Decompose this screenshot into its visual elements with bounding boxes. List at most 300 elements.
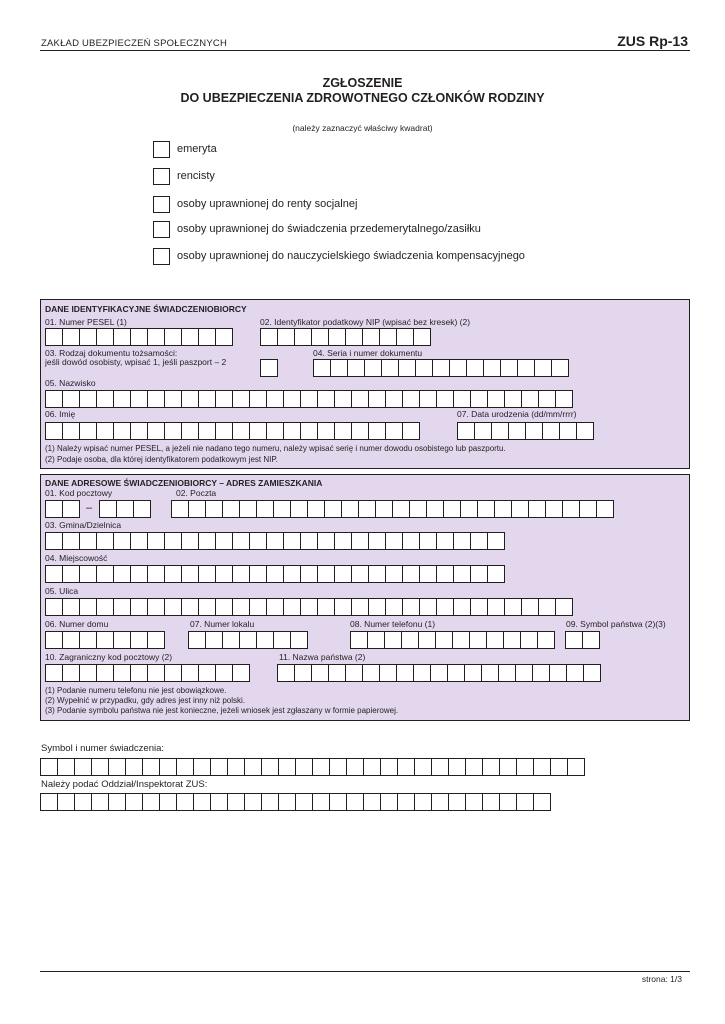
surname-field-cell[interactable] (504, 390, 522, 408)
street-field[interactable] (45, 598, 573, 616)
zus-branch-field-cell[interactable] (380, 793, 398, 811)
locality-field-cell[interactable] (62, 565, 80, 583)
post-office-field-cell[interactable] (460, 500, 478, 518)
street-field-cell[interactable] (62, 598, 80, 616)
foreign-postal-code-field-cell[interactable] (96, 664, 114, 682)
surname-field-cell[interactable] (334, 390, 352, 408)
foreign-postal-code-field[interactable] (45, 664, 250, 682)
pesel-field-cell[interactable] (198, 328, 216, 346)
benefit-symbol-field-cell[interactable] (516, 758, 534, 776)
zus-branch-field-cell[interactable] (278, 793, 296, 811)
surname-field-cell[interactable] (266, 390, 284, 408)
foreign-postal-code-field-cell[interactable] (215, 664, 233, 682)
country-name-field-cell[interactable] (566, 664, 584, 682)
locality-field-cell[interactable] (436, 565, 454, 583)
country-symbol-field-cell[interactable] (582, 631, 600, 649)
postal-code-part2-field-cell[interactable] (133, 500, 151, 518)
country-name-field-cell[interactable] (481, 664, 499, 682)
surname-field-cell[interactable] (79, 390, 97, 408)
doc-number-field-cell[interactable] (432, 359, 450, 377)
house-number-field-cell[interactable] (96, 631, 114, 649)
street-field-cell[interactable] (453, 598, 471, 616)
nip-field-cell[interactable] (396, 328, 414, 346)
phone-field-cell[interactable] (418, 631, 436, 649)
locality-field-cell[interactable] (215, 565, 233, 583)
municipality-field-cell[interactable] (317, 532, 335, 550)
locality-field-cell[interactable] (368, 565, 386, 583)
benefit-symbol-field-cell[interactable] (499, 758, 517, 776)
benefit-symbol-field-cell[interactable] (57, 758, 75, 776)
surname-field-cell[interactable] (113, 390, 131, 408)
country-name-field-cell[interactable] (328, 664, 346, 682)
benefit-symbol-field-cell[interactable] (567, 758, 585, 776)
street-field-cell[interactable] (181, 598, 199, 616)
municipality-field-cell[interactable] (453, 532, 471, 550)
house-number-field[interactable] (45, 631, 165, 649)
nip-field-cell[interactable] (260, 328, 278, 346)
benefit-symbol-field-cell[interactable] (261, 758, 279, 776)
benefit-symbol-field-cell[interactable] (176, 758, 194, 776)
surname-field-cell[interactable] (283, 390, 301, 408)
surname-field-cell[interactable] (385, 390, 403, 408)
post-office-field-cell[interactable] (358, 500, 376, 518)
locality-field-cell[interactable] (130, 565, 148, 583)
zus-branch-field-cell[interactable] (57, 793, 75, 811)
first-name-field-cell[interactable] (130, 422, 148, 440)
benefit-symbol-field-cell[interactable] (74, 758, 92, 776)
municipality-field-cell[interactable] (96, 532, 114, 550)
locality-field-cell[interactable] (79, 565, 97, 583)
surname-field-cell[interactable] (521, 390, 539, 408)
benefit-symbol-field-cell[interactable] (533, 758, 551, 776)
phone-field-cell[interactable] (537, 631, 555, 649)
postal-code-part2-field[interactable] (99, 500, 151, 518)
nip-field-cell[interactable] (294, 328, 312, 346)
country-symbol-field-cell[interactable] (565, 631, 583, 649)
benefit-symbol-field-cell[interactable] (448, 758, 466, 776)
zus-branch-field-cell[interactable] (125, 793, 143, 811)
post-office-field-cell[interactable] (290, 500, 308, 518)
doc-number-field-cell[interactable] (347, 359, 365, 377)
first-name-field-cell[interactable] (300, 422, 318, 440)
street-field-cell[interactable] (436, 598, 454, 616)
flat-number-field-cell[interactable] (239, 631, 257, 649)
locality-field-cell[interactable] (45, 565, 63, 583)
checkbox-swiadczenie-kompensacyjne[interactable] (153, 248, 170, 265)
surname-field-cell[interactable] (351, 390, 369, 408)
first-name-field-cell[interactable] (181, 422, 199, 440)
phone-field-cell[interactable] (367, 631, 385, 649)
post-office-field-cell[interactable] (171, 500, 189, 518)
phone-field-cell[interactable] (401, 631, 419, 649)
first-name-field-cell[interactable] (215, 422, 233, 440)
country-name-field-cell[interactable] (413, 664, 431, 682)
benefit-symbol-field-cell[interactable] (295, 758, 313, 776)
birth-date-field-cell[interactable] (474, 422, 492, 440)
municipality-field-cell[interactable] (470, 532, 488, 550)
benefit-symbol-field-cell[interactable] (125, 758, 143, 776)
street-field-cell[interactable] (317, 598, 335, 616)
doc-number-field-cell[interactable] (330, 359, 348, 377)
municipality-field[interactable] (45, 532, 505, 550)
nip-field-cell[interactable] (362, 328, 380, 346)
foreign-postal-code-field-cell[interactable] (198, 664, 216, 682)
municipality-field-cell[interactable] (215, 532, 233, 550)
benefit-symbol-field-cell[interactable] (108, 758, 126, 776)
checkbox-renta-socjalna[interactable] (153, 196, 170, 213)
surname-field-cell[interactable] (232, 390, 250, 408)
zus-branch-field-cell[interactable] (516, 793, 534, 811)
street-field-cell[interactable] (130, 598, 148, 616)
pesel-field-cell[interactable] (130, 328, 148, 346)
street-field-cell[interactable] (419, 598, 437, 616)
postal-code-part1-field[interactable] (45, 500, 80, 518)
doc-number-field-cell[interactable] (313, 359, 331, 377)
doc-number-field-cell[interactable] (517, 359, 535, 377)
post-office-field-cell[interactable] (307, 500, 325, 518)
post-office-field-cell[interactable] (477, 500, 495, 518)
benefit-symbol-field-cell[interactable] (91, 758, 109, 776)
municipality-field-cell[interactable] (487, 532, 505, 550)
locality-field-cell[interactable] (266, 565, 284, 583)
house-number-field-cell[interactable] (79, 631, 97, 649)
post-office-field[interactable] (171, 500, 614, 518)
first-name-field[interactable] (45, 422, 420, 440)
municipality-field-cell[interactable] (266, 532, 284, 550)
surname-field-cell[interactable] (402, 390, 420, 408)
locality-field-cell[interactable] (232, 565, 250, 583)
first-name-field-cell[interactable] (283, 422, 301, 440)
nip-field-cell[interactable] (277, 328, 295, 346)
street-field-cell[interactable] (283, 598, 301, 616)
zus-branch-field-cell[interactable] (499, 793, 517, 811)
surname-field-cell[interactable] (555, 390, 573, 408)
post-office-field-cell[interactable] (375, 500, 393, 518)
surname-field-cell[interactable] (62, 390, 80, 408)
benefit-symbol-field-cell[interactable] (550, 758, 568, 776)
locality-field-cell[interactable] (198, 565, 216, 583)
country-name-field[interactable] (277, 664, 601, 682)
post-office-field-cell[interactable] (579, 500, 597, 518)
municipality-field-cell[interactable] (368, 532, 386, 550)
zus-branch-field-cell[interactable] (448, 793, 466, 811)
zus-branch-field-cell[interactable] (414, 793, 432, 811)
street-field-cell[interactable] (232, 598, 250, 616)
surname-field-cell[interactable] (317, 390, 335, 408)
flat-number-field-cell[interactable] (256, 631, 274, 649)
birth-date-field[interactable] (457, 422, 594, 440)
zus-branch-field-cell[interactable] (176, 793, 194, 811)
foreign-postal-code-field-cell[interactable] (62, 664, 80, 682)
house-number-field-cell[interactable] (62, 631, 80, 649)
pesel-field-cell[interactable] (79, 328, 97, 346)
country-name-field-cell[interactable] (362, 664, 380, 682)
pesel-field-cell[interactable] (215, 328, 233, 346)
first-name-field-cell[interactable] (385, 422, 403, 440)
municipality-field-cell[interactable] (79, 532, 97, 550)
nip-field[interactable] (260, 328, 431, 346)
street-field-cell[interactable] (198, 598, 216, 616)
locality-field-cell[interactable] (249, 565, 267, 583)
municipality-field-cell[interactable] (181, 532, 199, 550)
zus-branch-field-cell[interactable] (533, 793, 551, 811)
street-field-cell[interactable] (368, 598, 386, 616)
street-field-cell[interactable] (351, 598, 369, 616)
postal-code-part1-field-cell[interactable] (62, 500, 80, 518)
street-field-cell[interactable] (385, 598, 403, 616)
municipality-field-cell[interactable] (198, 532, 216, 550)
street-field-cell[interactable] (402, 598, 420, 616)
foreign-postal-code-field-cell[interactable] (45, 664, 63, 682)
post-office-field-cell[interactable] (324, 500, 342, 518)
doc-number-field-cell[interactable] (415, 359, 433, 377)
nip-field-cell[interactable] (345, 328, 363, 346)
locality-field[interactable] (45, 565, 505, 583)
country-name-field-cell[interactable] (396, 664, 414, 682)
zus-branch-field[interactable] (40, 793, 551, 811)
doc-type-field[interactable] (260, 359, 278, 377)
pesel-field-cell[interactable] (96, 328, 114, 346)
doc-number-field-cell[interactable] (398, 359, 416, 377)
zus-branch-field-cell[interactable] (193, 793, 211, 811)
surname-field-cell[interactable] (300, 390, 318, 408)
benefit-symbol-field-cell[interactable] (482, 758, 500, 776)
surname-field-cell[interactable] (470, 390, 488, 408)
doc-number-field-cell[interactable] (551, 359, 569, 377)
locality-field-cell[interactable] (402, 565, 420, 583)
surname-field-cell[interactable] (215, 390, 233, 408)
benefit-symbol-field-cell[interactable] (193, 758, 211, 776)
benefit-symbol-field-cell[interactable] (414, 758, 432, 776)
municipality-field-cell[interactable] (283, 532, 301, 550)
post-office-field-cell[interactable] (426, 500, 444, 518)
phone-field-cell[interactable] (384, 631, 402, 649)
doc-number-field-cell[interactable] (449, 359, 467, 377)
flat-number-field-cell[interactable] (188, 631, 206, 649)
phone-field-cell[interactable] (350, 631, 368, 649)
first-name-field-cell[interactable] (317, 422, 335, 440)
doc-number-field-cell[interactable] (483, 359, 501, 377)
birth-date-field-cell[interactable] (457, 422, 475, 440)
zus-branch-field-cell[interactable] (91, 793, 109, 811)
benefit-symbol-field-cell[interactable] (363, 758, 381, 776)
country-name-field-cell[interactable] (549, 664, 567, 682)
locality-field-cell[interactable] (487, 565, 505, 583)
municipality-field-cell[interactable] (351, 532, 369, 550)
pesel-field-cell[interactable] (147, 328, 165, 346)
benefit-symbol-field-cell[interactable] (380, 758, 398, 776)
street-field-cell[interactable] (45, 598, 63, 616)
benefit-symbol-field-cell[interactable] (312, 758, 330, 776)
doc-number-field-cell[interactable] (534, 359, 552, 377)
benefit-symbol-field-cell[interactable] (159, 758, 177, 776)
post-office-field-cell[interactable] (188, 500, 206, 518)
post-office-field-cell[interactable] (239, 500, 257, 518)
street-field-cell[interactable] (300, 598, 318, 616)
first-name-field-cell[interactable] (334, 422, 352, 440)
surname-field-cell[interactable] (436, 390, 454, 408)
post-office-field-cell[interactable] (494, 500, 512, 518)
zus-branch-field-cell[interactable] (142, 793, 160, 811)
street-field-cell[interactable] (164, 598, 182, 616)
surname-field-cell[interactable] (130, 390, 148, 408)
locality-field-cell[interactable] (351, 565, 369, 583)
post-office-field-cell[interactable] (528, 500, 546, 518)
surname-field-cell[interactable] (181, 390, 199, 408)
post-office-field-cell[interactable] (596, 500, 614, 518)
locality-field-cell[interactable] (419, 565, 437, 583)
flat-number-field-cell[interactable] (205, 631, 223, 649)
benefit-symbol-field-cell[interactable] (244, 758, 262, 776)
municipality-field-cell[interactable] (62, 532, 80, 550)
locality-field-cell[interactable] (283, 565, 301, 583)
country-name-field-cell[interactable] (430, 664, 448, 682)
country-symbol-field[interactable] (565, 631, 600, 649)
birth-date-field-cell[interactable] (576, 422, 594, 440)
pesel-field[interactable] (45, 328, 233, 346)
doc-number-field-cell[interactable] (364, 359, 382, 377)
locality-field-cell[interactable] (147, 565, 165, 583)
nip-field-cell[interactable] (311, 328, 329, 346)
street-field-cell[interactable] (521, 598, 539, 616)
first-name-field-cell[interactable] (113, 422, 131, 440)
surname-field-cell[interactable] (198, 390, 216, 408)
flat-number-field-cell[interactable] (273, 631, 291, 649)
municipality-field-cell[interactable] (113, 532, 131, 550)
post-office-field-cell[interactable] (562, 500, 580, 518)
country-name-field-cell[interactable] (447, 664, 465, 682)
post-office-field-cell[interactable] (511, 500, 529, 518)
checkbox-swiadczenie-przedemerytalne[interactable] (153, 221, 170, 238)
foreign-postal-code-field-cell[interactable] (164, 664, 182, 682)
zus-branch-field-cell[interactable] (295, 793, 313, 811)
postal-code-part2-field-cell[interactable] (99, 500, 117, 518)
surname-field-cell[interactable] (453, 390, 471, 408)
surname-field-cell[interactable] (368, 390, 386, 408)
street-field-cell[interactable] (79, 598, 97, 616)
street-field-cell[interactable] (147, 598, 165, 616)
locality-field-cell[interactable] (453, 565, 471, 583)
doc-number-field-cell[interactable] (466, 359, 484, 377)
zus-branch-field-cell[interactable] (465, 793, 483, 811)
first-name-field-cell[interactable] (79, 422, 97, 440)
zus-branch-field-cell[interactable] (159, 793, 177, 811)
municipality-field-cell[interactable] (419, 532, 437, 550)
first-name-field-cell[interactable] (96, 422, 114, 440)
locality-field-cell[interactable] (181, 565, 199, 583)
doc-number-field-cell[interactable] (500, 359, 518, 377)
foreign-postal-code-field-cell[interactable] (113, 664, 131, 682)
flat-number-field[interactable] (188, 631, 308, 649)
locality-field-cell[interactable] (385, 565, 403, 583)
street-field-cell[interactable] (504, 598, 522, 616)
street-field-cell[interactable] (266, 598, 284, 616)
house-number-field-cell[interactable] (113, 631, 131, 649)
benefit-symbol-field-cell[interactable] (142, 758, 160, 776)
municipality-field-cell[interactable] (232, 532, 250, 550)
post-office-field-cell[interactable] (205, 500, 223, 518)
benefit-symbol-field-cell[interactable] (397, 758, 415, 776)
zus-branch-field-cell[interactable] (40, 793, 58, 811)
benefit-symbol-field-cell[interactable] (227, 758, 245, 776)
benefit-symbol-field-cell[interactable] (40, 758, 58, 776)
street-field-cell[interactable] (555, 598, 573, 616)
street-field-cell[interactable] (96, 598, 114, 616)
first-name-field-cell[interactable] (368, 422, 386, 440)
birth-date-field-cell[interactable] (525, 422, 543, 440)
locality-field-cell[interactable] (470, 565, 488, 583)
zus-branch-field-cell[interactable] (312, 793, 330, 811)
country-name-field-cell[interactable] (277, 664, 295, 682)
country-name-field-cell[interactable] (532, 664, 550, 682)
nip-field-cell[interactable] (413, 328, 431, 346)
country-name-field-cell[interactable] (345, 664, 363, 682)
municipality-field-cell[interactable] (436, 532, 454, 550)
surname-field-cell[interactable] (96, 390, 114, 408)
post-office-field-cell[interactable] (443, 500, 461, 518)
country-name-field-cell[interactable] (379, 664, 397, 682)
first-name-field-cell[interactable] (164, 422, 182, 440)
post-office-field-cell[interactable] (409, 500, 427, 518)
street-field-cell[interactable] (334, 598, 352, 616)
locality-field-cell[interactable] (334, 565, 352, 583)
street-field-cell[interactable] (538, 598, 556, 616)
locality-field-cell[interactable] (96, 565, 114, 583)
country-name-field-cell[interactable] (311, 664, 329, 682)
municipality-field-cell[interactable] (334, 532, 352, 550)
first-name-field-cell[interactable] (62, 422, 80, 440)
benefit-symbol-field[interactable] (40, 758, 585, 776)
surname-field[interactable] (45, 390, 573, 408)
birth-date-field-cell[interactable] (559, 422, 577, 440)
birth-date-field-cell[interactable] (491, 422, 509, 440)
benefit-symbol-field-cell[interactable] (346, 758, 364, 776)
first-name-field-cell[interactable] (147, 422, 165, 440)
municipality-field-cell[interactable] (402, 532, 420, 550)
pesel-field-cell[interactable] (181, 328, 199, 346)
country-name-field-cell[interactable] (515, 664, 533, 682)
zus-branch-field-cell[interactable] (397, 793, 415, 811)
surname-field-cell[interactable] (147, 390, 165, 408)
post-office-field-cell[interactable] (256, 500, 274, 518)
checkbox-rencisty[interactable] (153, 168, 170, 185)
surname-field-cell[interactable] (487, 390, 505, 408)
zus-branch-field-cell[interactable] (227, 793, 245, 811)
first-name-field-cell[interactable] (45, 422, 63, 440)
foreign-postal-code-field-cell[interactable] (130, 664, 148, 682)
surname-field-cell[interactable] (164, 390, 182, 408)
first-name-field-cell[interactable] (249, 422, 267, 440)
post-office-field-cell[interactable] (222, 500, 240, 518)
street-field-cell[interactable] (487, 598, 505, 616)
post-office-field-cell[interactable] (545, 500, 563, 518)
locality-field-cell[interactable] (164, 565, 182, 583)
zus-branch-field-cell[interactable] (363, 793, 381, 811)
post-office-field-cell[interactable] (392, 500, 410, 518)
municipality-field-cell[interactable] (164, 532, 182, 550)
municipality-field-cell[interactable] (147, 532, 165, 550)
birth-date-field-cell[interactable] (542, 422, 560, 440)
locality-field-cell[interactable] (300, 565, 318, 583)
phone-field-cell[interactable] (520, 631, 538, 649)
house-number-field-cell[interactable] (45, 631, 63, 649)
flat-number-field-cell[interactable] (290, 631, 308, 649)
zus-branch-field-cell[interactable] (346, 793, 364, 811)
country-name-field-cell[interactable] (294, 664, 312, 682)
phone-field-cell[interactable] (469, 631, 487, 649)
postal-code-part2-field-cell[interactable] (116, 500, 134, 518)
municipality-field-cell[interactable] (249, 532, 267, 550)
